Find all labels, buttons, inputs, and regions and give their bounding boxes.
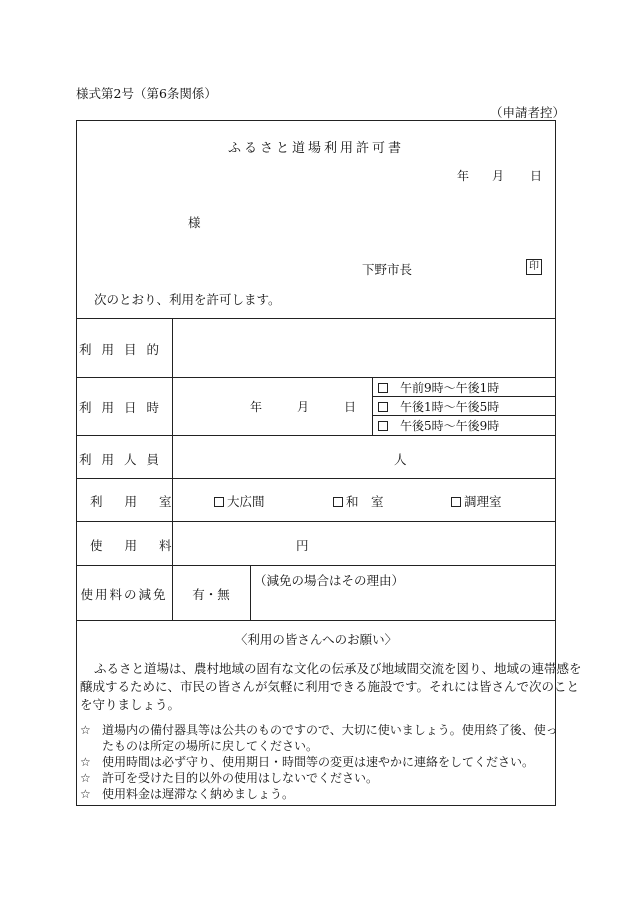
persons-label: 利用人員 (78, 452, 169, 467)
purpose-label: 利用目的 (78, 342, 169, 357)
copy-label: （申請者控） (490, 105, 566, 120)
slot-afternoon[interactable] (378, 398, 499, 415)
issue-date-day: 日 (530, 169, 543, 183)
rule-item (80, 721, 558, 738)
issue-date-month: 月 (492, 169, 505, 183)
reduction-label: 使用料の減免 (80, 587, 168, 602)
row-divider (76, 318, 556, 319)
rule-text: 使用時間は必ず守り、使用期日・時間等の変更は速やかに連絡をしてください。 (102, 755, 535, 769)
room-option-label: 調理室 (464, 494, 502, 509)
rule-text: 道場内の備付器具等は公共のものですので、大切に使いましょう。使用終了後、使っ (102, 723, 558, 737)
reduction-reason-note: （減免の場合はその理由） (254, 573, 405, 588)
rule-text: 許可を受けた目的以外の使用はしないでください。 (102, 771, 379, 785)
form-number: 様式第2号（第6条関係） (76, 86, 217, 101)
addressee-suffix: 様 (188, 215, 201, 230)
room-option-kitchen[interactable] (451, 492, 502, 510)
star-icon: ☆ (80, 771, 91, 785)
row-divider (76, 435, 556, 436)
star-icon: ☆ (80, 755, 91, 769)
label-column-divider (172, 318, 173, 620)
row-divider (76, 565, 556, 566)
star-icon: ☆ (80, 723, 91, 737)
reduction-column-divider (250, 565, 251, 620)
checkbox-icon[interactable] (378, 421, 388, 431)
datetime-label: 利用日時 (78, 400, 169, 415)
rule-item (80, 753, 534, 770)
checkbox-icon[interactable] (333, 497, 343, 507)
checkbox-icon[interactable] (451, 497, 461, 507)
use-date-month: 月 (297, 400, 310, 414)
rule-text: たものは所定の場所に戻してください。 (102, 739, 319, 753)
seal-mark: 印 (526, 259, 542, 275)
use-date-year: 年 (250, 400, 263, 414)
row-divider (76, 620, 556, 621)
notice-paragraph-line: を守りましょう。 (80, 697, 181, 712)
room-label: 利用室 (90, 494, 194, 509)
persons-unit: 人 (394, 452, 407, 467)
fee-label: 使用料 (90, 538, 194, 553)
star-icon: ☆ (80, 787, 91, 801)
fee-unit: 円 (296, 538, 309, 553)
slot-morning[interactable] (378, 379, 499, 396)
rule-item-continued (102, 737, 318, 754)
reduction-choice[interactable]: 有・無 (192, 587, 230, 602)
checkbox-icon[interactable] (378, 402, 388, 412)
slot-label: 午前9時～午後1時 (400, 381, 500, 395)
slot-divider (372, 415, 556, 416)
slot-evening[interactable] (378, 417, 499, 434)
intro-text: 次のとおり、利用を許可します。 (94, 292, 281, 307)
notice-heading: 〈利用の皆さんへのお願い〉 (234, 632, 398, 647)
notice-paragraph-line: ふるさと道場は、農村地域の固有な文化の伝承及び地域間交流を図り、地域の連帯感を (94, 661, 582, 676)
rule-text: 使用料金は遅滞なく納めましょう。 (102, 787, 295, 801)
use-date-day: 日 (344, 400, 357, 414)
room-option-hall[interactable] (214, 492, 265, 510)
rule-item (80, 785, 294, 802)
row-divider (76, 478, 556, 479)
document-title: ふるさと道場利用許可書 (227, 141, 404, 156)
checkbox-icon[interactable] (214, 497, 224, 507)
issue-date-year: 年 (457, 169, 470, 183)
row-divider (76, 521, 556, 522)
room-option-label: 大広間 (227, 494, 265, 509)
slot-label: 午後1時～午後5時 (400, 400, 500, 414)
rule-item (80, 769, 378, 786)
slot-divider (372, 396, 556, 397)
slot-label: 午後5時～午後9時 (400, 419, 500, 433)
checkbox-icon[interactable] (378, 383, 388, 393)
row-divider (76, 377, 556, 378)
room-option-label: 和 室 (346, 494, 384, 509)
notice-paragraph-line: 醸成するために、市民の皆さんが気軽に利用できる施設です。それには皆さんで次のこと (80, 679, 580, 694)
slot-column-divider (372, 377, 373, 435)
room-option-japanese[interactable] (333, 492, 384, 510)
issuer-name: 下野市長 (362, 262, 413, 277)
